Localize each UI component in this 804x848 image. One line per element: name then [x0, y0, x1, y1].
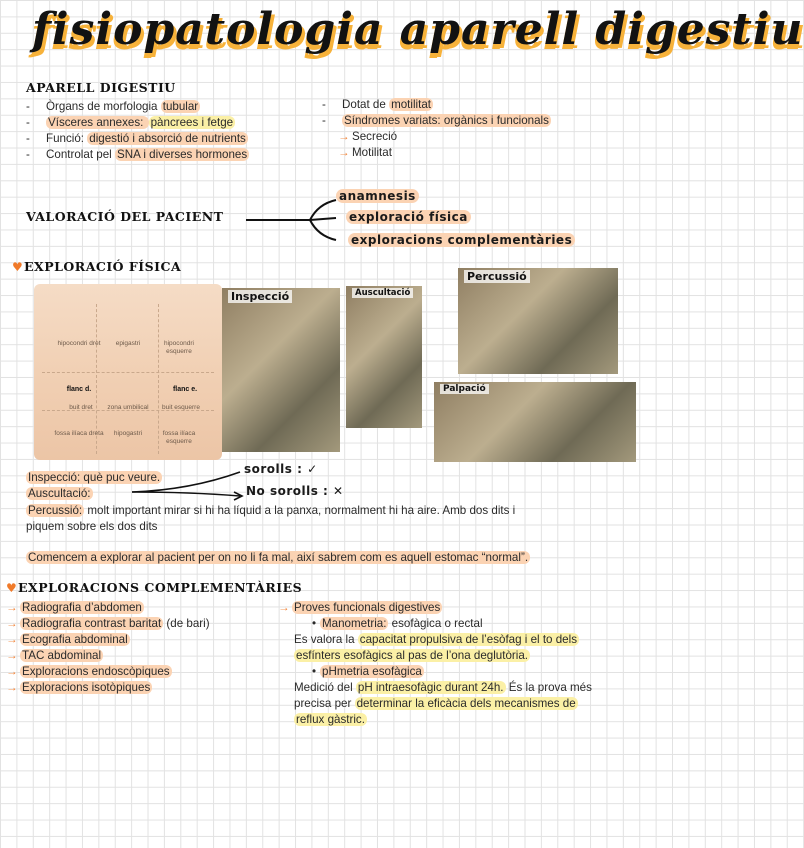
- aparell-left-list: [26, 99, 249, 163]
- aparell-right-list: [322, 97, 551, 161]
- auscultacio-text: Auscultació:: [28, 487, 91, 500]
- list-item: → Radiografia d’abdomen: [6, 601, 142, 614]
- section-heading-valoracio: VALORACIÓ DEL PACIENT: [26, 209, 224, 224]
- region-label: fossa ilíaca esquerre: [162, 430, 196, 445]
- manometria-description: Es valora la capacitat propulsiva de l’esòfag i el to dels: [294, 633, 577, 646]
- complementaries-left-list: [6, 600, 210, 696]
- list-item: • Manometria: esofàgica o rectal: [311, 617, 483, 630]
- sorolls-yes: sorolls : ✓: [244, 462, 318, 476]
- photo-palpacio: Palpació: [434, 382, 636, 462]
- heart-icon: ♥: [6, 581, 18, 595]
- region-label: hipocondri dret: [57, 340, 101, 347]
- photo-inspeccio: Inspecció: [222, 288, 340, 452]
- arrow-icon: →: [278, 601, 290, 614]
- list-item: → Ecografia abdominal: [6, 633, 128, 646]
- photo-percussio: Percussió: [458, 268, 618, 374]
- region-label: flanc e.: [172, 386, 198, 393]
- list-item: • pHmetria esofàgica: [311, 665, 422, 678]
- list-item: - Vísceres annexes: pàncrees i fetge: [26, 116, 234, 129]
- branch-arrows-icon: [130, 468, 250, 504]
- list-item: → Motilitat: [338, 146, 392, 159]
- abdomen-regions-diagram: [34, 284, 222, 460]
- arrow-icon: →: [6, 601, 18, 614]
- list-item: → Exploracions isotòpiques: [6, 681, 151, 694]
- arrow-icon: →: [6, 681, 18, 694]
- region-label: buit dret: [69, 404, 93, 411]
- branch-anamnesis: anamnesis: [336, 189, 419, 203]
- section-heading-exploracio: ♥EXPLORACIÓ FÍSICA: [12, 259, 182, 274]
- region-label: epigastri: [115, 340, 141, 347]
- region-label: hipocondri esquerre: [164, 340, 194, 355]
- section-heading-aparell: APARELL DIGESTIU: [26, 80, 176, 95]
- region-label: zona umbilical: [107, 404, 149, 411]
- photo-auscultacio: Auscultació: [346, 286, 422, 428]
- phmetria-description: Medició del pH intraesofàgic durant 24h. És la prova més: [294, 681, 592, 694]
- region-label: fossa ilíaca dreta: [54, 430, 104, 437]
- list-item: → TAC abdominal: [6, 649, 102, 662]
- list-item: - Funció: digestió i absorció de nutrients: [26, 132, 246, 145]
- list-item: → Secreció: [338, 130, 398, 143]
- list-item: → Proves funcionals digestives: [278, 601, 441, 614]
- heart-icon: ♥: [12, 260, 24, 274]
- branch-exploracions-complementaries: exploracions complementàries: [348, 233, 575, 247]
- section-heading-complementaries: ♥EXPLORACIONS COMPLEMENTÀRIES: [6, 580, 303, 595]
- percussio-text: Percussió: molt important mirar si hi ha líquid a la panxa, normalment hi ha aire. Amb dos dits i piquem sobre els dos dits: [26, 504, 516, 533]
- list-item: - Síndromes variats: orgànics i funcionals: [322, 114, 549, 127]
- arrow-icon: →: [6, 649, 18, 662]
- list-item: → Exploracions endoscòpiques: [6, 665, 170, 678]
- complementaries-right-block: → Proves funcionals digestives • Manometria: esofàgica o rectal Es valora la capacitat propulsiva de l’esòfag i el to dels esfínters esofàgics al pas de l’ona deglutòria. • pHmetria esofàgica Medició del pH intraesofàgic durant 24h. És la prova més precisa per determinar la eficàcia dels mecanismes de reflux gàstric.: [278, 601, 592, 726]
- arrow-icon: →: [338, 130, 350, 143]
- arrow-icon: →: [6, 617, 18, 630]
- arrow-icon: →: [6, 633, 18, 646]
- region-label: hipogastri: [113, 430, 143, 437]
- arrow-icon: →: [6, 665, 18, 678]
- region-label: buit esquerre: [162, 404, 200, 411]
- arrow-icon: →: [338, 146, 350, 159]
- list-item: - Òrgans de morfologia tubular: [26, 100, 199, 113]
- list-item: - Dotat de motilitat: [322, 98, 432, 111]
- branch-arrows-icon: [240, 192, 340, 248]
- sorolls-no: No sorolls : ✕: [246, 484, 344, 498]
- list-item: - Controlat pel SNA i diverses hormones: [26, 148, 248, 161]
- list-item: → Radiografia contrast baritat (de bari): [6, 617, 210, 630]
- branch-exploracio-fisica: exploració física: [346, 210, 471, 224]
- comencem-text: Comencem a explorar al pacient per on no li fa mal, així sabrem com es aquell estomac “normal”.: [28, 551, 529, 564]
- region-label: flanc d.: [66, 386, 92, 393]
- page-title: fisiopatologia aparell digestiu: [32, 4, 804, 55]
- inspeccio-text: Inspecció: què puc veure.: [28, 471, 161, 484]
